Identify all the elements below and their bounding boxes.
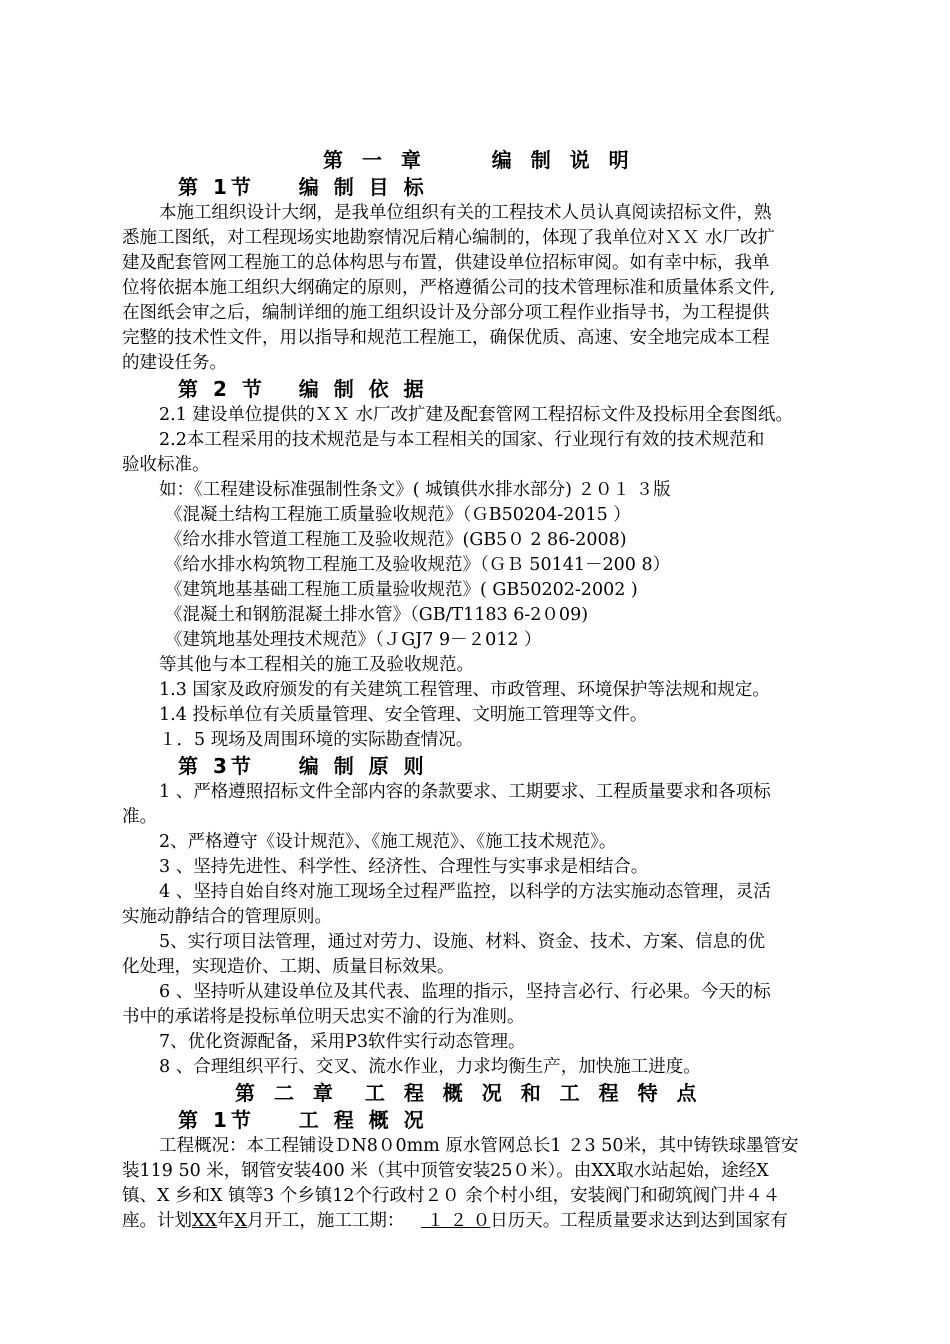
standard-list-item: 《混凝土和钢筋混凝土排水管》（GB/T1183 6-2０09) [165,605,589,625]
paragraph-line: 1 、严格遵照招标文件全部内容的条款要求、工期要求、工程质量要求和各项标 [159,782,771,802]
paragraph-line: 5、实行项目法管理，通过对劳力、设施、材料、资金、技术、方案、信息的优 [159,932,766,952]
section-1-2-heading: 第 2 节 编 制 依 据 [178,377,428,401]
paragraph-line: 书中的承诺将是投标单位明天忠实不渝的行为准则。 [122,1007,525,1027]
section-1-3-heading: 第 3节 编 制 原 则 [178,754,428,778]
standard-list-item: 《建筑地基基础工程施工质量验收规范》( GB50202-2002 ) [165,580,638,600]
paragraph-line: 6 、坚持听从建设单位及其代表、监理的指示，坚持言必行、行必果。今天的标 [159,982,771,1002]
paragraph-line: 7、优化资源配备，采用P3软件实行动态管理。 [159,1032,526,1052]
paragraph-line: 准。 [122,807,157,827]
text-run: 年 [216,1211,235,1231]
underlined-year: XX [192,1211,217,1231]
paragraph-line: 4 、坚持自始自终对施工现场全过程严监控，以科学的方法实施动态管理，灵活 [159,882,771,902]
underlined-month: X [234,1211,247,1231]
chapter-1-title: 第 一 章 编 制 说 明 [323,148,635,172]
paragraph-line: 位将依据本施工组织大纲确定的原则，严格遵循公司的技术管理标准和质量体系文件, [122,278,776,298]
text-run: 座。计划 [122,1211,192,1231]
paragraph-line: １．5 现场及周围环境的实际勘查情况。 [159,730,474,750]
paragraph-line: 在图纸会审之后，编制详细的施工组织设计及分部分项工程作业指导书，为工程提供 [122,303,770,323]
standard-list-item: 《给水排水构筑物工程施工及验收规范》（ＧＢ 50141－200 8） [165,555,671,575]
paragraph-line: 镇、X 乡和X 镇等3 个乡镇12个行政村２０ 余个村小组，安装阀门和砌筑阀门井４４ [122,1186,781,1206]
paragraph-line: 2.2本工程采用的技术规范是与本工程相关的国家、行业现行有效的技术规范和 [159,430,765,450]
paragraph-line [122,1209,830,1234]
paragraph-line: 验收标准。 [122,455,210,475]
paragraph-line: 的建设任务。 [122,353,227,373]
paragraph-line: 实施动静结合的管理原则。 [122,907,332,927]
paragraph-line: 8 、合理组织平行、交叉、流水作业，力求均衡生产，加快施工进度。 [159,1057,701,1077]
paragraph-line: 等其他与本工程相关的施工及验收规范。 [159,655,474,675]
standard-list-item: 《给水排水管道工程施工及验收规范》(GB5０ 2 86-2008) [165,530,627,550]
paragraph-line: 工程概况：本工程铺设ＤN8０0mm 原水管网总长1 ２3 50米，其中铸铁球墨管安 [159,1136,799,1156]
chapter-2-title: 第 二 章 工 程 概 况 和 工 程 特 点 [235,1081,703,1105]
section-2-1-heading: 第 1节 工 程 概 况 [178,1108,428,1132]
standard-list-item: 如：《工程建设标准强制性条文》( 城镇供水排水部分) ２０１ ３版 [159,480,671,500]
text-run: 月开工，施工工期： [246,1211,422,1231]
paragraph-line: 本施工组织设计大纲，是我单位组织有关的工程技术人员认真阅读招标文件，熟 [159,203,772,223]
text-run: 日历天。工程质量要求达到达到国家有 [490,1211,788,1231]
standard-list-item: 《建筑地基处理技术规范》（ＪGJ7 9－２012 ） [165,630,542,650]
paragraph-line: 完整的技术性文件，用以指导和规范工程施工，确保优质、高速、安全地完成本工程 [122,328,770,348]
paragraph-line: 建及配套管网工程施工的总体构思与布置，供建设单位招标审阅。如有幸中标，我单 [122,253,770,273]
paragraph-line: 2、严格遵守《设计规范》、《施工规范》、《施工技术规范》。 [159,832,617,852]
paragraph-line: 2.1 建设单位提供的ＸＸ 水厂改扩建及配套管网工程招标文件及投标用全套图纸。 [159,405,793,425]
paragraph-line: 3 、坚持先进性、科学性、经济性、合理性与实事求是相结合。 [159,857,649,877]
paragraph-line: 1.4 投标单位有关质量管理、安全管理、文明施工管理等文件。 [159,705,648,725]
paragraph-line: 装119 50 米，钢管安装400 米（其中顶管安装25０米）。由XX取水站起始，途经X [122,1161,769,1181]
section-1-1-heading: 第 1节 编 制 目 标 [178,175,428,199]
paragraph-line: 化处理，实现造价、工期、质量目标效果。 [122,957,455,977]
paragraph-line: 1.3 国家及政府颁发的有关建筑工程管理、市政管理、环境保护等法规和规定。 [159,680,770,700]
underlined-duration: １ ２ ０ [421,1211,491,1231]
paragraph-line: 悉施工图纸，对工程现场实地勘察情况后精心编制的，体现了我单位对ＸＸ 水厂改扩 [122,228,776,248]
standard-list-item: 《混凝土结构工程施工质量验收规范》（ＧB50204-2015 ） [165,505,631,525]
